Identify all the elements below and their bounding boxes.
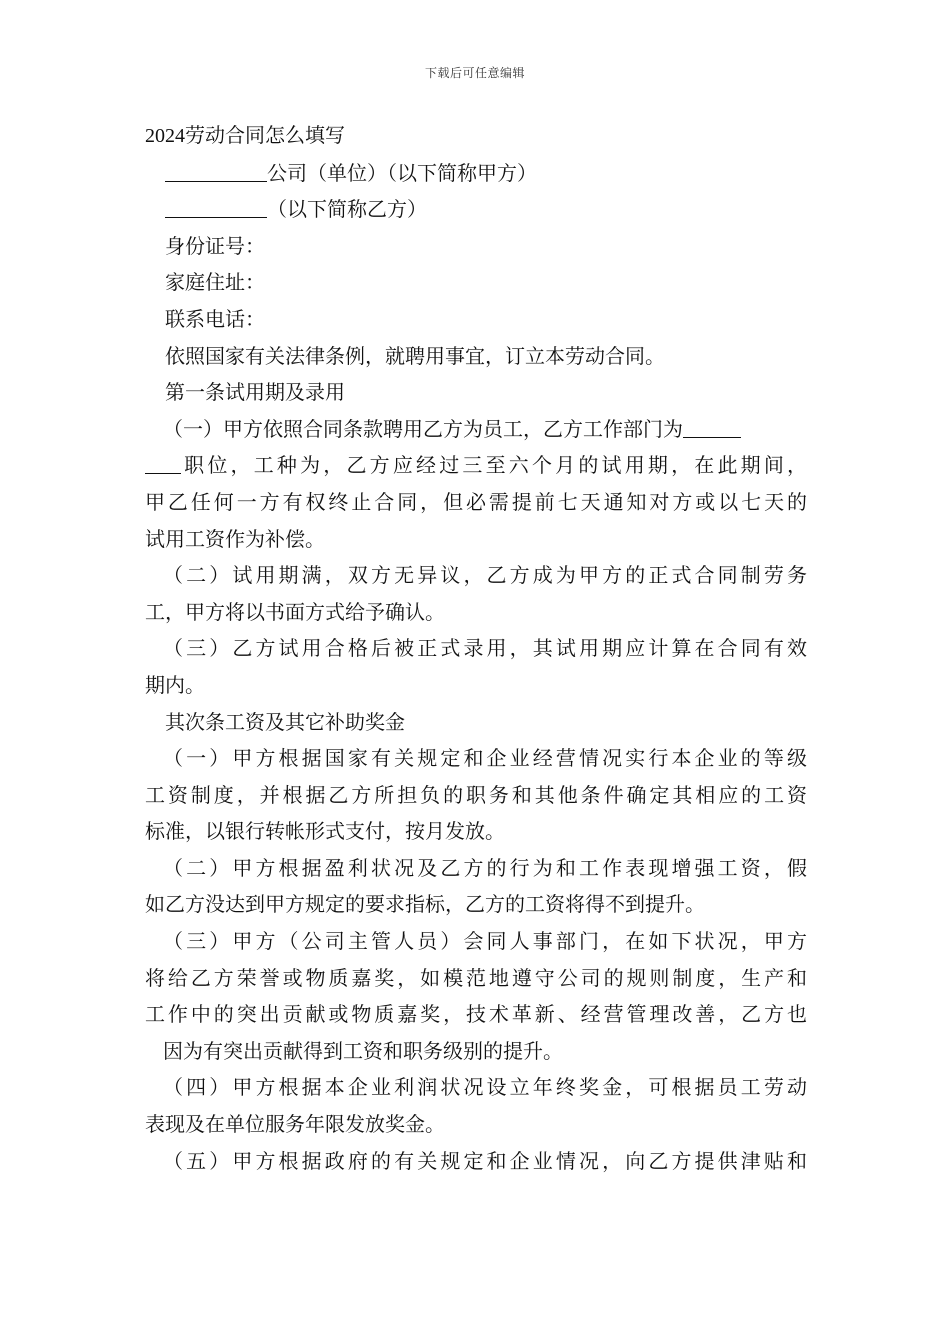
- intro-paragraph: 依照国家有关法律条例，就聘用事宜，订立本劳动合同。: [165, 343, 665, 368]
- blank-department: [683, 415, 741, 438]
- article1-p1-line4: 试用工资作为补偿。: [145, 526, 325, 551]
- phone-label: 联系电话：: [165, 306, 265, 331]
- article2-p1-line2: 工资制度，并根据乙方所担负的职务和其他条件确定其相应的工资: [145, 782, 807, 807]
- blank-department-cont: [145, 451, 181, 474]
- id-label: 身份证号：: [165, 233, 265, 258]
- article1-p3-line1: （三）乙方试用合格后被正式录用，其试用期应计算在合同有效: [163, 636, 807, 661]
- article1-p1-line3: 甲乙任何一方有权终止合同，但必需提前七天通知对方或以七天的: [145, 489, 807, 514]
- document-title: 2024劳动合同怎么填写: [145, 125, 345, 147]
- article1-p1-line2: [145, 447, 807, 484]
- article2-p3-line4: 因为有突出贡献得到工资和职务级别的提升。: [163, 1038, 563, 1063]
- blank-party-a: [165, 159, 267, 182]
- article1-p1-line2-text: 职位，工种为，乙方应经过三至六个月的试用期，在此期间，: [181, 453, 807, 478]
- article2-p4-line2: 表现及在单位服务年限发放奖金。: [145, 1112, 445, 1137]
- article1-p2-line1: （二）试用期满，双方无异议，乙方成为甲方的正式合同制劳务: [163, 563, 807, 588]
- article2-p3-line2: 将给乙方荣誉或物质嘉奖，如模范地遵守公司的规则制度，生产和: [145, 965, 807, 990]
- party-b-line: [145, 191, 807, 228]
- article2-p2-line1: （二）甲方根据盈利状况及乙方的行为和工作表现增强工资，假: [163, 855, 807, 880]
- party-b-text: （以下简称乙方）: [267, 197, 427, 222]
- article1-heading: 第一条试用期及录用: [165, 380, 345, 405]
- article2-p5-line1: （五）甲方根据政府的有关规定和企业情况，向乙方提供津贴和: [163, 1148, 807, 1173]
- blank-party-b: [165, 195, 267, 218]
- party-a-line: [145, 155, 807, 192]
- document-body: [145, 118, 807, 1179]
- article2-p1-line3: 标准，以银行转帐形式支付，按月发放。: [145, 819, 505, 844]
- article2-p3-line1: （三）甲方（公司主管人员）会同人事部门，在如下状况，甲方: [163, 929, 807, 954]
- article1-p3-line2: 期内。: [145, 672, 205, 697]
- article2-p4-line1: （四）甲方根据本企业利润状况设立年终奖金，可根据员工劳动: [163, 1075, 807, 1100]
- party-a-text: 公司（单位）（以下简称甲方）: [267, 160, 537, 185]
- article2-p3-line3: 工作中的突出贡献或物质嘉奖，技术革新、经营管理改善，乙方也: [145, 1002, 807, 1027]
- article1-p2-line2: 工，甲方将以书面方式给予确认。: [145, 599, 445, 624]
- article1-p1-line1: [145, 411, 807, 448]
- header-note: 下载后可任意编辑: [424, 66, 525, 80]
- article2-heading: 其次条工资及其它补助奖金: [165, 709, 405, 734]
- article2-p2-line2: 如乙方没达到甲方规定的要求指标，乙方的工资将得不到提升。: [145, 892, 705, 917]
- article2-p1-line1: （一）甲方根据国家有关规定和企业经营情况实行本企业的等级: [163, 746, 807, 771]
- address-label: 家庭住址：: [165, 270, 265, 295]
- article1-p1-line1-text: （一）甲方依照合同条款聘用乙方为员工，乙方工作部门为: [163, 416, 683, 441]
